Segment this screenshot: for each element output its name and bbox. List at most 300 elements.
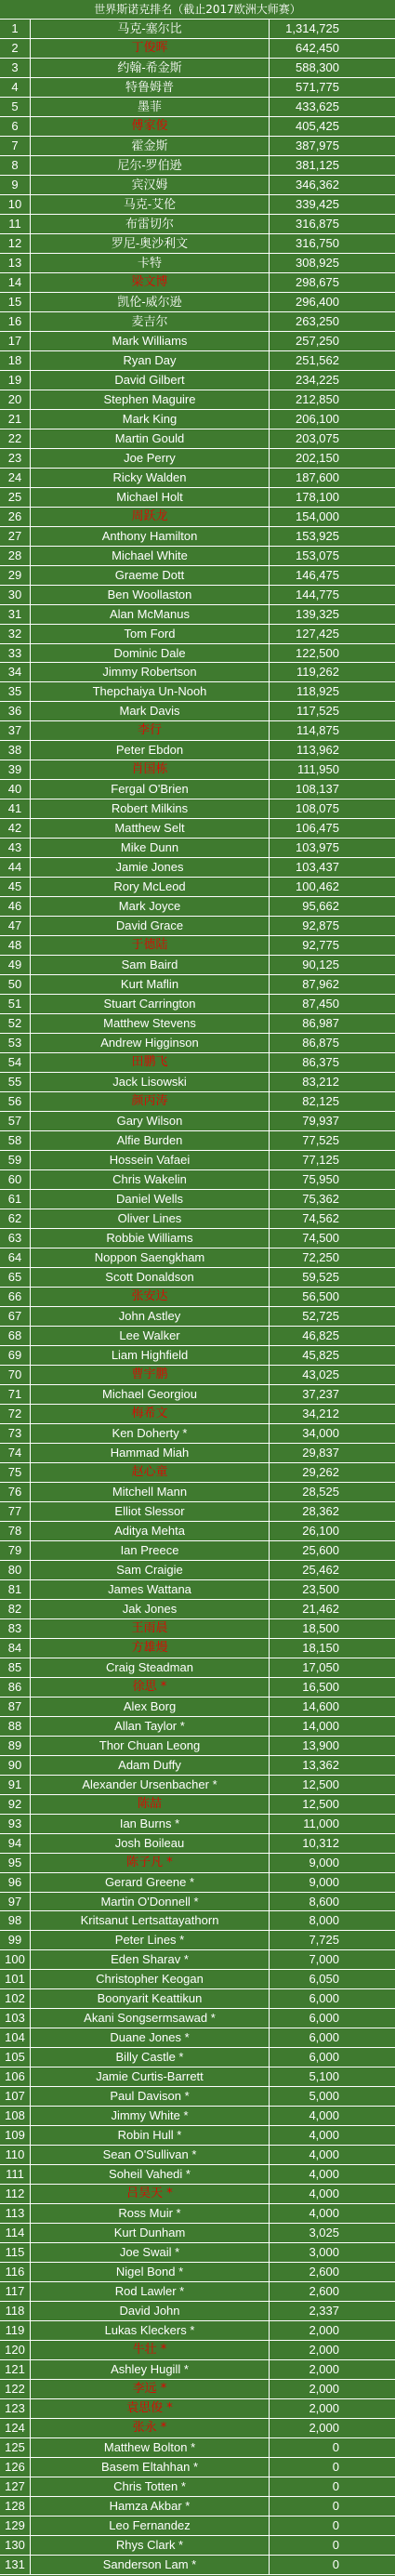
player-name-cell: 李远 * [31, 2380, 270, 2398]
points-cell: 13,362 [302, 1757, 339, 1772]
player-name-cell: Sam Baird [31, 956, 270, 974]
player-name-cell: Ryan Day [31, 351, 270, 370]
table-row [0, 2380, 395, 2399]
table-row [0, 625, 395, 644]
rank-cell: 2 [0, 39, 31, 58]
points-cell: 77,125 [302, 1153, 339, 1168]
table-row [0, 839, 395, 858]
rank-cell: 104 [0, 2028, 31, 2047]
points-cell: 108,137 [296, 782, 339, 797]
points-cell: 146,475 [296, 567, 339, 582]
player-name-cell: 陈喆 [31, 1795, 270, 1814]
points-cell: 122,500 [296, 645, 339, 660]
player-name-cell: Lee Walker [31, 1327, 270, 1345]
table-row [0, 1424, 395, 1444]
player-name-cell: Hossein Vafaei [31, 1151, 270, 1169]
rank-cell: 107 [0, 2087, 31, 2106]
table-row [0, 1073, 395, 1092]
table-row [0, 1170, 395, 1190]
table-row [0, 1931, 395, 1950]
table-row [0, 2243, 395, 2263]
rank-cell: 99 [0, 1931, 31, 1949]
player-name-cell: 牛壮 * [31, 2341, 270, 2359]
rank-cell: 1 [0, 20, 31, 38]
table-row [0, 1619, 395, 1639]
player-name-cell: Graeme Dott [31, 566, 270, 585]
points-cell: 8,000 [309, 1913, 339, 1928]
table-row [0, 1151, 395, 1170]
player-name-cell: Joe Perry [31, 449, 270, 468]
rank-cell: 87 [0, 1698, 31, 1716]
player-name-cell: Robert Milkins [31, 799, 270, 818]
table-row [0, 1092, 395, 1112]
points-cell: 45,825 [302, 1347, 339, 1362]
rank-cell: 32 [0, 625, 31, 643]
table-row [0, 819, 395, 839]
player-name-cell: Michael Georgiou [31, 1385, 270, 1404]
player-name-cell: Thepchaiya Un-Nooh [31, 682, 270, 701]
table-row [0, 1463, 395, 1483]
points-cell: 8,600 [309, 1894, 339, 1909]
rank-cell: 106 [0, 2067, 31, 2086]
points-cell: 108,075 [296, 801, 339, 816]
rank-cell: 115 [0, 2243, 31, 2262]
points-cell: 82,125 [302, 1094, 339, 1109]
table-row [0, 586, 395, 605]
points-cell: 7,725 [309, 1933, 339, 1948]
rank-cell: 92 [0, 1795, 31, 1814]
player-name-cell: Hammad Miah [31, 1444, 270, 1462]
player-name-cell: Gary Wilson [31, 1112, 270, 1130]
points-cell: 86,375 [302, 1055, 339, 1070]
table-row [0, 234, 395, 254]
table-row [0, 702, 395, 721]
player-name-cell: Josh Boileau [31, 1834, 270, 1853]
player-name-cell: Daniel Wells [31, 1190, 270, 1209]
rank-cell: 110 [0, 2146, 31, 2164]
rank-cell: 63 [0, 1229, 31, 1248]
rank-cell: 34 [0, 663, 31, 681]
player-name-cell: Paul Davison * [31, 2087, 270, 2106]
points-cell: 0 [332, 2499, 339, 2514]
table-row [0, 1288, 395, 1307]
rank-cell: 47 [0, 917, 31, 935]
table-row [0, 1131, 395, 1151]
rank-cell: 30 [0, 586, 31, 604]
table-row [0, 2263, 395, 2282]
table-row [0, 2028, 395, 2048]
points-cell: 52,725 [302, 1308, 339, 1323]
rank-cell: 117 [0, 2282, 31, 2301]
player-name-cell: Boonyarit Keattikun [31, 1989, 270, 2008]
rank-cell: 129 [0, 2517, 31, 2535]
player-name-cell: Chris Totten * [31, 2477, 270, 2496]
player-name-cell: David Gilbert [31, 371, 270, 390]
table-row [0, 351, 395, 371]
rank-cell: 22 [0, 429, 31, 448]
player-name-cell: 特鲁姆普 [31, 78, 270, 97]
table-row [0, 995, 395, 1014]
points-cell: 346,362 [296, 177, 339, 192]
points-cell: 10,312 [302, 1835, 339, 1850]
points-cell: 11,000 [303, 1816, 339, 1830]
player-name-cell: Mark Williams [31, 332, 270, 350]
player-name-cell: 马克-塞尔比 [31, 20, 270, 38]
player-name-cell: Martin O'Donnell * [31, 1893, 270, 1911]
rank-cell: 68 [0, 1327, 31, 1345]
points-cell: 316,875 [296, 216, 339, 231]
rank-cell: 24 [0, 469, 31, 487]
rank-cell: 38 [0, 741, 31, 760]
points-cell: 387,975 [296, 138, 339, 152]
points-cell: 92,775 [302, 938, 339, 953]
player-name-cell: 周跃龙 [31, 508, 270, 526]
table-row [0, 1190, 395, 1209]
rank-cell: 98 [0, 1911, 31, 1930]
points-cell: 26,100 [302, 1523, 339, 1538]
player-name-cell: Craig Steadman [31, 1658, 270, 1677]
table-row [0, 312, 395, 332]
points-cell: 4,000 [309, 2128, 339, 2143]
player-name-cell: Allan Taylor * [31, 1717, 270, 1736]
rank-cell: 86 [0, 1678, 31, 1697]
table-row [0, 2399, 395, 2419]
player-name-cell: Stephen Maguire [31, 390, 270, 409]
points-cell: 234,225 [296, 372, 339, 387]
rank-cell: 20 [0, 390, 31, 409]
table-row [0, 59, 395, 78]
points-cell: 111,950 [296, 762, 339, 777]
player-name-cell: Sean O'Sullivan * [31, 2146, 270, 2164]
table-row [0, 1541, 395, 1561]
table-row [0, 2341, 395, 2360]
rank-cell: 37 [0, 721, 31, 740]
player-name-cell: David John [31, 2302, 270, 2320]
table-row [0, 254, 395, 273]
points-cell: 114,875 [296, 723, 339, 738]
rank-cell: 69 [0, 1346, 31, 1365]
points-cell: 74,500 [302, 1231, 339, 1246]
points-cell: 2,000 [309, 2421, 339, 2436]
player-name-cell: 霍金斯 [31, 137, 270, 155]
rank-cell: 49 [0, 956, 31, 974]
points-cell: 153,075 [296, 548, 339, 562]
table-row [0, 2146, 395, 2165]
player-name-cell: Ashley Hugill * [31, 2360, 270, 2379]
player-name-cell: Ross Muir * [31, 2204, 270, 2223]
table-row [0, 1737, 395, 1756]
table-row [0, 371, 395, 390]
rank-cell: 120 [0, 2341, 31, 2359]
table-row [0, 741, 395, 760]
points-cell: 77,525 [302, 1133, 339, 1148]
player-name-cell: 田鹏飞 [31, 1053, 270, 1072]
player-name-cell: Adam Duffy [31, 1756, 270, 1775]
points-cell: 87,962 [302, 977, 339, 992]
points-cell: 251,562 [296, 352, 339, 367]
points-cell: 187,600 [296, 469, 339, 484]
table-row [0, 2458, 395, 2477]
points-cell: 25,462 [302, 1562, 339, 1577]
points-cell: 6,050 [309, 1972, 339, 1987]
points-cell: 2,000 [309, 2382, 339, 2397]
rank-cell: 6 [0, 117, 31, 136]
player-name-cell: Basem Eltahhan * [31, 2458, 270, 2477]
table-row [0, 137, 395, 156]
points-cell: 0 [332, 2460, 339, 2475]
rank-cell: 19 [0, 371, 31, 390]
points-cell: 298,675 [296, 274, 339, 289]
rank-cell: 65 [0, 1268, 31, 1287]
rank-cell: 50 [0, 975, 31, 994]
table-row [0, 760, 395, 780]
table-row [0, 1444, 395, 1463]
rank-cell: 97 [0, 1893, 31, 1911]
player-name-cell: Jamie Jones [31, 858, 270, 877]
rank-cell: 67 [0, 1307, 31, 1326]
player-name-cell: Jimmy White * [31, 2107, 270, 2125]
table-row [0, 1327, 395, 1346]
player-name-cell: Noppon Saengkham [31, 1248, 270, 1267]
rank-cell: 91 [0, 1776, 31, 1794]
player-name-cell: 马克-艾伦 [31, 195, 270, 214]
player-name-cell: 罗尼-奥沙利文 [31, 234, 270, 253]
player-name-cell: Anthony Hamilton [31, 527, 270, 546]
points-cell: 263,250 [296, 313, 339, 328]
rank-cell: 43 [0, 839, 31, 857]
player-name-cell: James Wattana [31, 1580, 270, 1599]
player-name-cell: Chris Wakelin [31, 1170, 270, 1189]
rank-cell: 31 [0, 605, 31, 624]
points-cell: 79,937 [302, 1114, 339, 1129]
rank-cell: 94 [0, 1834, 31, 1853]
player-name-cell: Jamie Curtis-Barrett [31, 2067, 270, 2086]
rank-cell: 127 [0, 2477, 31, 2496]
table-row [0, 2321, 395, 2341]
player-name-cell: 张安达 [31, 1288, 270, 1306]
rank-cell: 109 [0, 2126, 31, 2145]
player-name-cell: Rhys Clark * [31, 2536, 270, 2555]
table-row [0, 390, 395, 410]
points-cell: 72,250 [302, 1250, 339, 1265]
player-name-cell: 布雷切尔 [31, 215, 270, 233]
table-row [0, 1756, 395, 1776]
player-name-cell: Matthew Selt [31, 819, 270, 838]
table-row [0, 1580, 395, 1600]
player-name-cell: Ian Burns * [31, 1815, 270, 1833]
player-name-cell: David Grace [31, 917, 270, 935]
player-name-cell: 于德陆 [31, 936, 270, 955]
rank-cell: 36 [0, 702, 31, 720]
points-cell: 18,150 [302, 1640, 339, 1655]
table-row [0, 956, 395, 975]
rank-cell: 23 [0, 449, 31, 468]
table-row [0, 1970, 395, 1989]
points-cell: 75,362 [302, 1192, 339, 1207]
player-name-cell: Jimmy Robertson [31, 663, 270, 681]
rank-cell: 21 [0, 410, 31, 429]
rank-cell: 73 [0, 1424, 31, 1443]
rank-cell: 8 [0, 156, 31, 175]
table-row [0, 2419, 395, 2438]
player-name-cell: Leo Fernandez [31, 2517, 270, 2535]
table-row [0, 156, 395, 176]
points-cell: 34,212 [302, 1406, 339, 1420]
points-cell: 86,987 [302, 1016, 339, 1031]
points-cell: 1,314,725 [285, 21, 339, 35]
points-cell: 37,237 [302, 1386, 339, 1401]
rank-cell: 81 [0, 1580, 31, 1599]
points-cell: 74,562 [302, 1211, 339, 1226]
player-name-cell: 尼尔-罗伯逊 [31, 156, 270, 175]
rank-cell: 26 [0, 508, 31, 526]
points-cell: 103,437 [296, 860, 339, 875]
points-cell: 25,600 [302, 1542, 339, 1557]
points-cell: 17,050 [302, 1659, 339, 1674]
points-cell: 103,975 [296, 840, 339, 855]
rank-cell: 75 [0, 1463, 31, 1482]
player-name-cell: Rod Lawler * [31, 2282, 270, 2301]
table-row [0, 98, 395, 117]
points-cell: 339,425 [296, 196, 339, 211]
table-row [0, 2048, 395, 2067]
rank-cell: 16 [0, 312, 31, 331]
table-row [0, 215, 395, 234]
points-cell: 28,362 [302, 1503, 339, 1518]
player-name-cell: Mark Davis [31, 702, 270, 720]
rank-cell: 103 [0, 2009, 31, 2028]
player-name-cell: Thor Chuan Leong [31, 1737, 270, 1755]
rank-cell: 77 [0, 1502, 31, 1521]
rank-cell: 55 [0, 1073, 31, 1091]
player-name-cell: 凯伦-威尔逊 [31, 293, 270, 311]
table-row [0, 332, 395, 351]
table-row [0, 1873, 395, 1893]
table-row [0, 1405, 395, 1424]
player-name-cell: Liam Highfield [31, 1346, 270, 1365]
player-name-cell: Ricky Walden [31, 469, 270, 487]
table-row [0, 1014, 395, 1034]
table-row [0, 1776, 395, 1795]
table-row [0, 1034, 395, 1053]
table-row [0, 547, 395, 566]
table-row [0, 878, 395, 897]
points-cell: 106,475 [296, 821, 339, 836]
table-row [0, 799, 395, 819]
points-cell: 153,925 [296, 528, 339, 543]
table-row [0, 663, 395, 682]
rank-cell: 11 [0, 215, 31, 233]
rank-cell: 44 [0, 858, 31, 877]
points-cell: 4,000 [309, 2147, 339, 2162]
rank-cell: 60 [0, 1170, 31, 1189]
rank-cell: 76 [0, 1483, 31, 1501]
table-row [0, 1307, 395, 1327]
player-name-cell: 宾汉姆 [31, 176, 270, 194]
table-row [0, 39, 395, 59]
rank-cell: 93 [0, 1815, 31, 1833]
table-row [0, 508, 395, 527]
rank-cell: 54 [0, 1053, 31, 1072]
rank-cell: 4 [0, 78, 31, 97]
points-cell: 34,000 [302, 1425, 339, 1440]
player-name-cell: 丁俊晖 [31, 39, 270, 58]
table-row [0, 1112, 395, 1131]
points-cell: 0 [332, 2518, 339, 2532]
rank-cell: 66 [0, 1288, 31, 1306]
player-name-cell: 傅家俊 [31, 117, 270, 136]
table-row [0, 2302, 395, 2321]
ranking-rows [0, 20, 395, 2575]
player-name-cell: Mark King [31, 410, 270, 429]
rank-cell: 56 [0, 1092, 31, 1111]
player-name-cell: Mitchell Mann [31, 1483, 270, 1501]
player-name-cell: Ben Woollaston [31, 586, 270, 604]
table-row [0, 1854, 395, 1873]
player-name-cell: Robbie Williams [31, 1229, 270, 1248]
points-cell: 4,000 [309, 2186, 339, 2201]
points-cell: 5,100 [309, 2069, 339, 2084]
player-name-cell: 麦吉尔 [31, 312, 270, 331]
rank-cell: 7 [0, 137, 31, 155]
rank-cell: 64 [0, 1248, 31, 1267]
rank-cell: 108 [0, 2107, 31, 2125]
points-cell: 6,000 [309, 1991, 339, 2006]
points-cell: 203,075 [296, 430, 339, 445]
table-row [0, 488, 395, 508]
points-cell: 433,625 [296, 99, 339, 113]
rank-cell: 57 [0, 1112, 31, 1130]
points-cell: 43,025 [302, 1367, 339, 1381]
points-cell: 405,425 [296, 118, 339, 133]
table-row [0, 566, 395, 586]
rank-cell: 61 [0, 1190, 31, 1209]
table-row [0, 2165, 395, 2185]
rank-cell: 58 [0, 1131, 31, 1150]
table-row [0, 2224, 395, 2243]
rank-cell: 123 [0, 2399, 31, 2418]
rank-cell: 53 [0, 1034, 31, 1052]
table-row [0, 1229, 395, 1248]
table-row [0, 2497, 395, 2517]
rank-cell: 126 [0, 2458, 31, 2477]
rank-cell: 28 [0, 547, 31, 565]
points-cell: 571,775 [296, 79, 339, 94]
player-name-cell: Kurt Maflin [31, 975, 270, 994]
table-row [0, 1678, 395, 1698]
player-name-cell: 李行 [31, 721, 270, 740]
table-row [0, 2477, 395, 2497]
table-row [0, 1522, 395, 1541]
player-name-cell: Lukas Kleckers * [31, 2321, 270, 2340]
points-cell: 59,525 [302, 1270, 339, 1284]
rank-cell: 124 [0, 2419, 31, 2437]
table-row [0, 1366, 395, 1385]
player-name-cell: Robin Hull * [31, 2126, 270, 2145]
rank-cell: 59 [0, 1151, 31, 1169]
rank-cell: 17 [0, 332, 31, 350]
points-cell: 18,500 [302, 1620, 339, 1635]
player-name-cell: Tom Ford [31, 625, 270, 643]
table-row [0, 78, 395, 98]
rank-cell: 114 [0, 2224, 31, 2242]
rank-cell: 70 [0, 1366, 31, 1384]
table-row [0, 1385, 395, 1405]
points-cell: 0 [332, 2556, 339, 2571]
table-row [0, 2360, 395, 2380]
points-cell: 86,875 [302, 1036, 339, 1050]
rank-cell: 15 [0, 293, 31, 311]
